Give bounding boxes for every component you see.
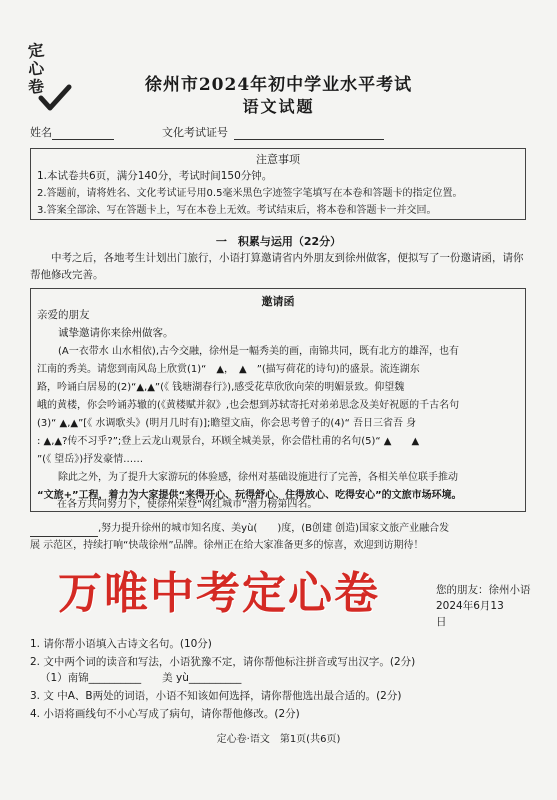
question-3: 3. 文 中A、B两处的词语，小语不知该如何选择，请你帮他选出最合适的。(2分) <box>30 690 402 702</box>
letter-line: 除此之外，为了提升大家游玩的体验感，徐州对基础设施进行了完善，各相关单位联手推动 <box>58 472 458 483</box>
letter-line: “文旅+”工程，着力为大家提供“来得开心、玩得舒心、住得放心、吃得安心”的文旅市场环境。 <box>37 490 462 501</box>
section-title: 一 积累与运用（22分） <box>215 235 342 248</box>
sign-date: 2024年6月13 <box>436 600 504 612</box>
stamp-char: 心 <box>26 58 46 80</box>
notice-item: 2.答题前，请将姓名、文化考试证号用0.5毫米黑色字迹签字笔填写在本卷和答题卡的指定位置。 <box>37 188 463 199</box>
letter-continuation <box>30 520 530 554</box>
question-2: 2. 文中两个词的读音和写法，小语犹豫不定，请你帮他标注拼音或写出汉字。(2分) <box>30 656 416 668</box>
sign-date-2: 日 <box>436 616 447 628</box>
letter-line: 诚挚邀请你来徐州做客。 <box>58 327 174 339</box>
letter-line: ”(《 望岳》)抒发豪情…… <box>37 454 144 465</box>
name-label: 姓名 <box>30 126 52 139</box>
letter-line: (3)“ ▲,▲”[《 水调歌头》(明月几时有)];瞻望文庙，你会思考曾子的(4)“ 吾日三省吾 身 <box>37 418 417 429</box>
id-label: 文化考试证号 <box>162 126 228 139</box>
wanwei-watermark: 万唯中考定心卷 <box>58 568 380 619</box>
question-4: 4. 小语将画线句不小心写成了病句，请你帮他修改。(2分) <box>30 708 300 720</box>
id-field[interactable] <box>162 124 384 140</box>
name-field[interactable] <box>30 124 114 140</box>
letter-line: 峨的黄楼，你会吟诵苏辙的(《黄楼赋并叙》,也会想到苏轼寄托对弟弟思念及美好祝愿的千古名句 <box>37 400 460 411</box>
invitation-letter <box>30 288 526 512</box>
letter-title: 邀请函 <box>261 295 295 308</box>
letter-line: (A一衣带水 山水相依),古今交融，徐州是一幅秀美的画，南锦共同，既有北方的雄浑，也有 <box>58 346 460 357</box>
letter-line: 亲爱的朋友 <box>37 309 90 321</box>
stamp-char: 定 <box>26 40 46 62</box>
sign-from: 您的朋友：徐州小语 <box>436 584 531 596</box>
letter-signature <box>436 582 531 630</box>
letter-line: 江南的秀美。请您到南风岛上欣赏(1)“ ▲， ▲ ”(描写荷花的诗句)的盛景。流连湖东 <box>37 364 420 375</box>
letter-line: : ▲,▲?传不习乎?”;登上云龙山观景台，环顾全城美景，你会借杜甫的名句(5)“ ▲ ▲ <box>37 436 430 447</box>
letter-line: 路，吟诵白居易的(2)“▲,▲”(《 钱塘湖春行》),感受花草欣欣向荣的明媚景致。仰望魏 <box>37 382 405 393</box>
intro-paragraph: 中考之后，各地考生计划出门旅行，小语打算邀请省内外朋友到徐州做客，便拟写了一份邀请函，请你帮他修改完善。 <box>30 252 524 281</box>
notice-item: 3.答案全部涂、写在答题卡上，写在本卷上无效。考试结束后，将本卷和答题卡一并交回。 <box>37 205 437 216</box>
question-1: 1. 请你帮小语填入古诗文名句。(10分) <box>30 638 212 650</box>
exam-subject: 语文试题 <box>242 97 315 116</box>
question-2-sub: （1）南锦__________ 美 yù__________ <box>40 672 242 684</box>
notice-title: 注意事项 <box>256 153 300 166</box>
stamp-char: 卷 <box>26 76 46 98</box>
notice-item: 1.本试卷共6页，满分140分，考试时间150分钟。 <box>37 170 273 182</box>
notice-box <box>30 148 526 220</box>
exam-title: 徐州市2024年初中学业水平考试 <box>144 75 413 95</box>
continuation-line: ,努力提升徐州的城市知名度、美yù( )度，(B创建 创造)国家文旅产业融合发 <box>30 520 530 537</box>
page-footer: 定心卷·语文 第1页(共6页) <box>216 734 341 745</box>
letter-line: 在各方共同努力下，使徐州荣登“网红城市”潜力榜第四名。 <box>57 499 318 510</box>
continuation-line: 展 示范区，持续打响“快哉徐州”品牌。徐州正在给大家准备更多的惊喜，欢迎到访期待！ <box>30 540 424 551</box>
